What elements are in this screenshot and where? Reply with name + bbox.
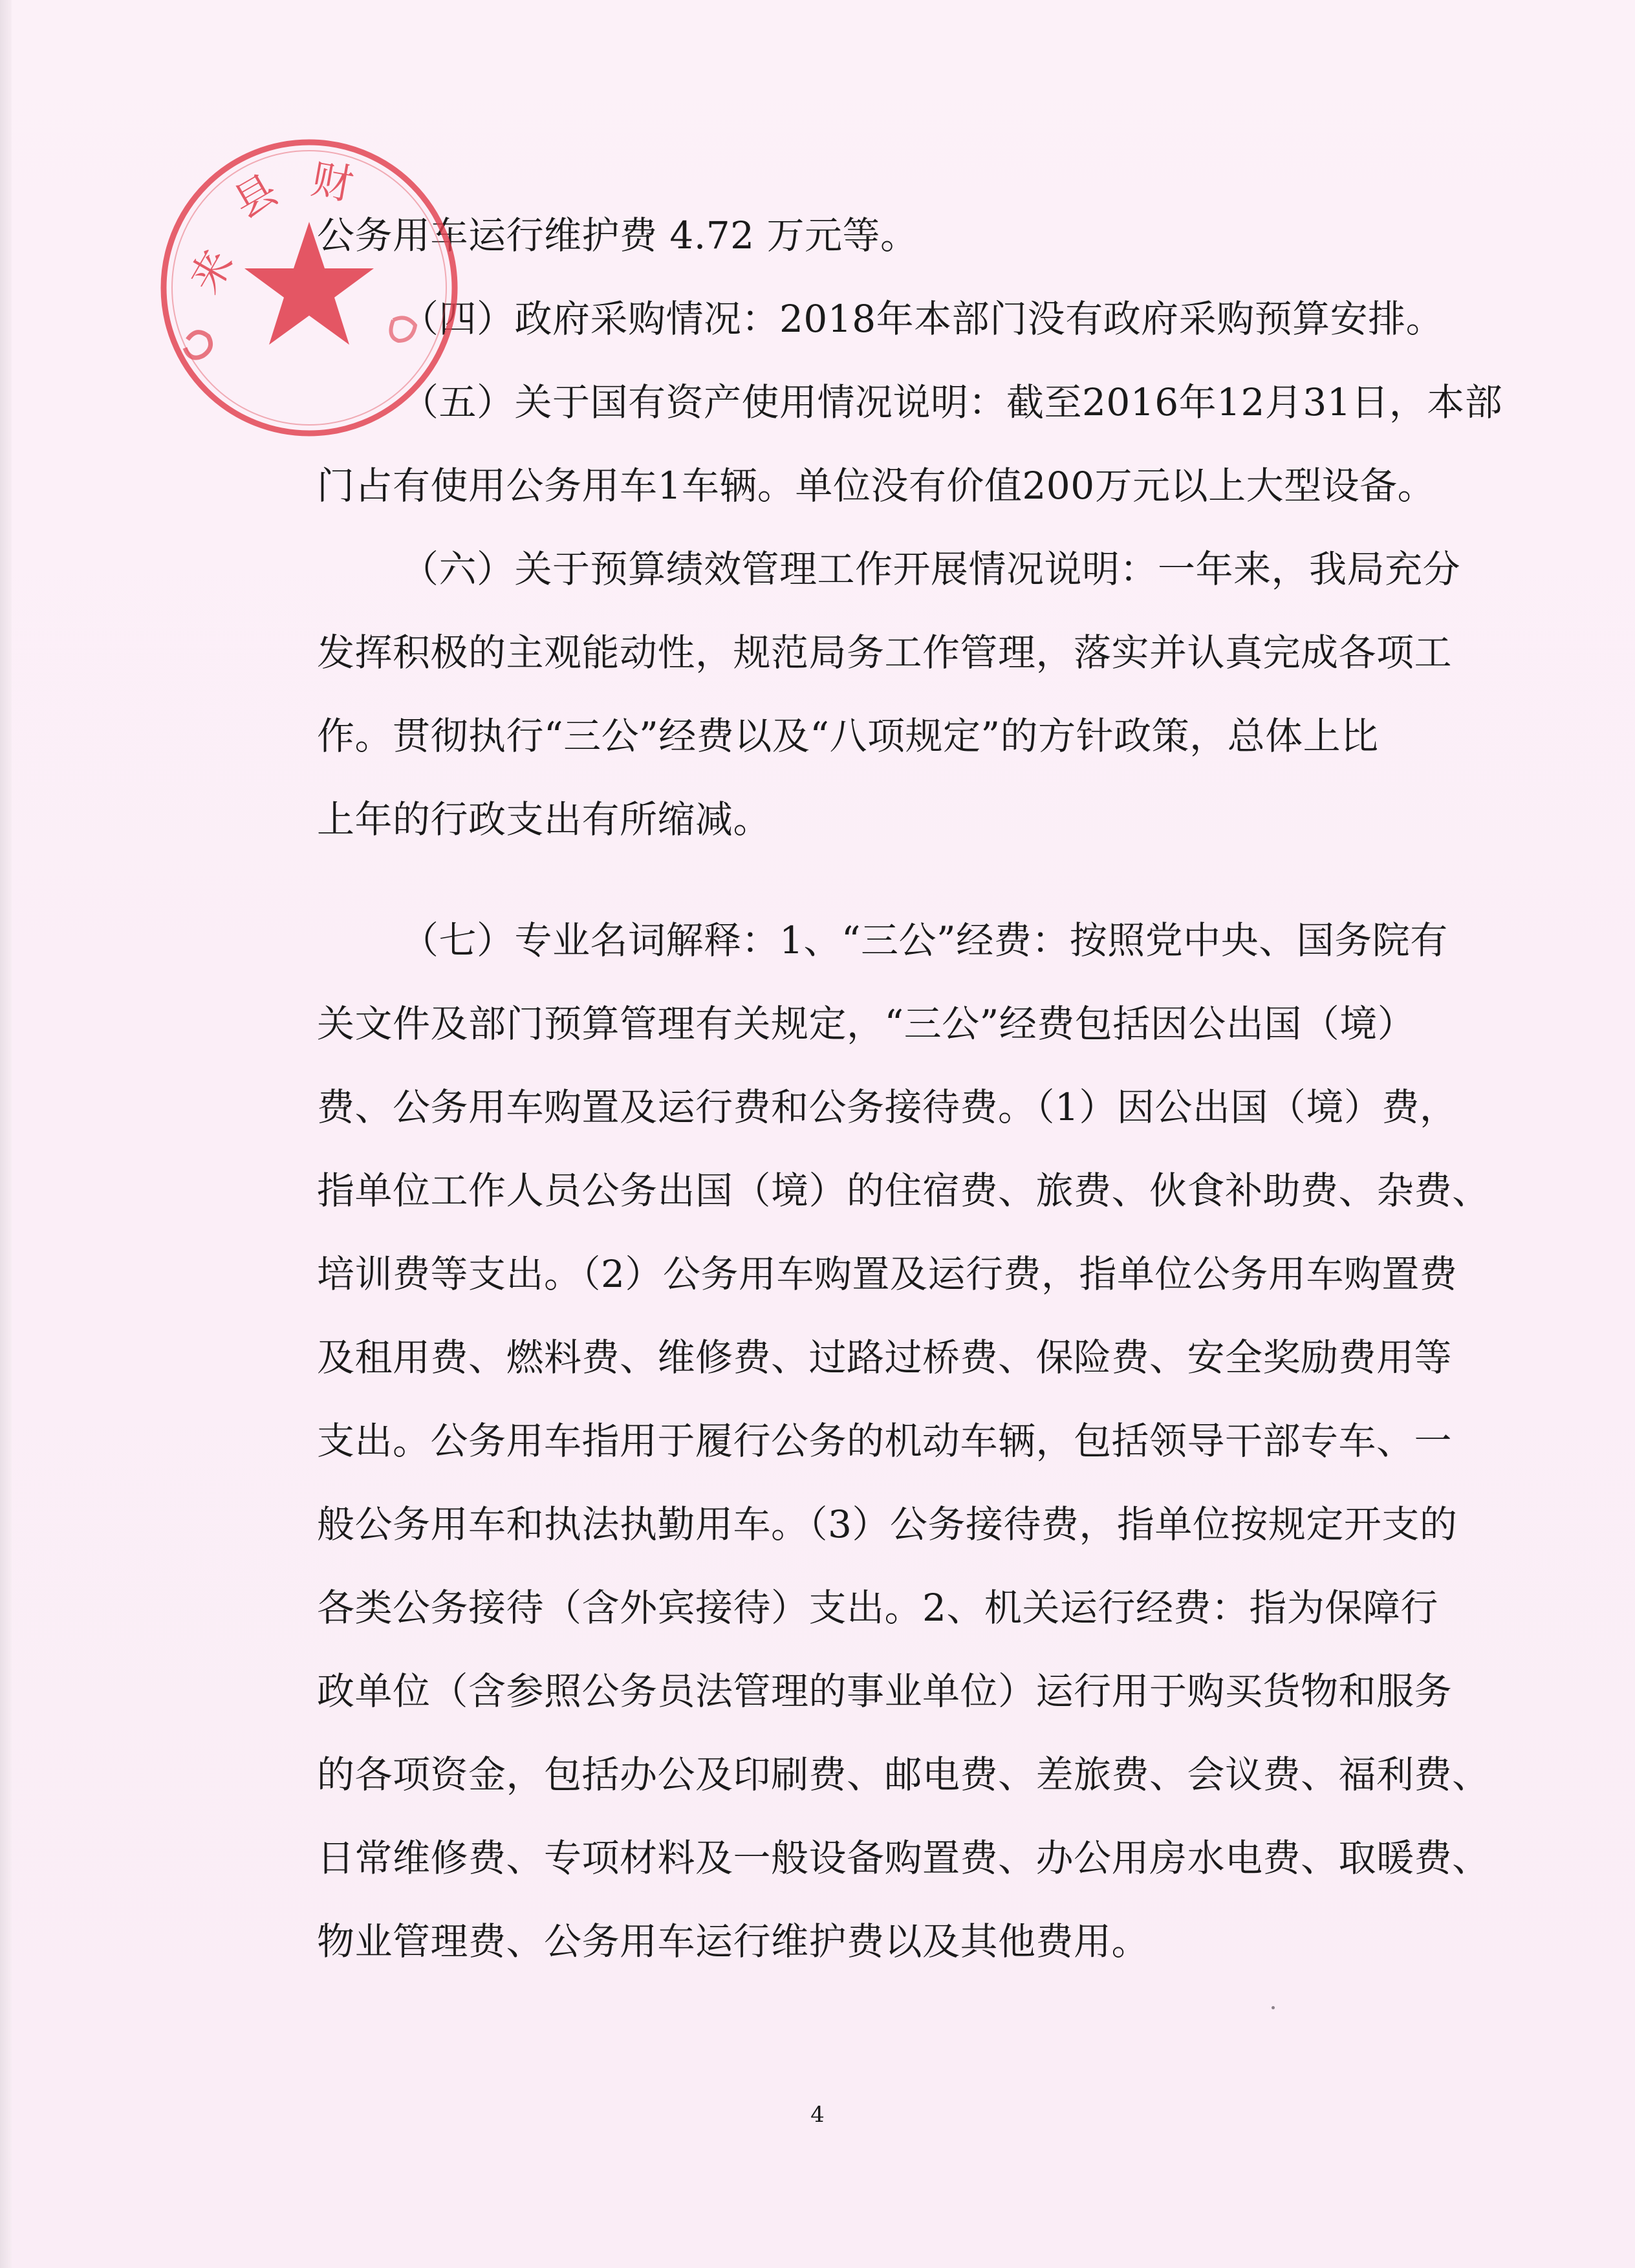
page-number: 4 bbox=[810, 2102, 825, 2128]
text-line: 门占有使用公务用车1车辆。单位没有价值200万元以上大型设备。 bbox=[317, 464, 1436, 508]
svg-text:来: 来 bbox=[180, 241, 243, 301]
text-line: 上年的行政支出有所缩减。 bbox=[317, 797, 772, 841]
text-line: 指单位工作人员公务出国（境）的住宿费、旅费、伙食补助费、杂费、 bbox=[317, 1169, 1490, 1213]
text-line: 般公务用车和执法执勤用车。（3）公务接待费，指单位按规定开支的 bbox=[317, 1502, 1458, 1546]
official-seal bbox=[147, 126, 471, 449]
text-line: 的各项资金，包括办公及印刷费、邮电费、差旅费、会议费、福利费、 bbox=[317, 1753, 1490, 1797]
star-icon bbox=[244, 222, 374, 345]
svg-text:县: 县 bbox=[226, 166, 286, 228]
text-line: 发挥积极的主观能动性，规范局务工作管理，落实并认真完成各项工 bbox=[317, 631, 1453, 675]
scan-speck bbox=[1272, 2006, 1275, 2009]
text-line: 费、公务用车购置及运行费和公务接待费。（1）因公出国（境）费， bbox=[317, 1085, 1458, 1129]
paragraph-performance: （六）关于预算绩效管理工作开展情况说明：一年来，我局充分 bbox=[401, 547, 1461, 591]
paragraph-terms: （七）专业名词解释：1、“三公”经费：按照党中央、国务院有 bbox=[401, 918, 1448, 962]
text-line: 作。贯彻执行“三公”经费以及“八项规定”的方针政策，总体上比 bbox=[317, 714, 1379, 758]
text-line: 支出。公务用车指用于履行公务的机动车辆，包括领导干部专车、一 bbox=[317, 1419, 1453, 1463]
text-line: 日常维修费、专项材料及一般设备购置费、办公用房水电费、取暖费、 bbox=[317, 1836, 1490, 1880]
text-line: 物业管理费、公务用车运行维护费以及其他费用。 bbox=[317, 1919, 1150, 1963]
svg-text:财: 财 bbox=[307, 155, 357, 210]
text-line: 培训费等支出。（2）公务用车购置及运行费，指单位公务用车购置费 bbox=[317, 1252, 1458, 1296]
text-line: 及租用费、燃料费、维修费、过路过桥费、保险费、安全奖励费用等 bbox=[317, 1335, 1453, 1379]
text-line: 各类公务接待（含外宾接待）支出。2、机关运行经费：指为保障行 bbox=[317, 1586, 1438, 1630]
text-line: 政单位（含参照公务员法管理的事业单位）运行用于购买货物和服务 bbox=[317, 1669, 1453, 1713]
text-line: 公务用车运行维护费 4.72 万元等。 bbox=[317, 213, 918, 257]
text-line: 关文件及部门预算管理有关规定，“三公”经费包括因公出国（境） bbox=[317, 1002, 1416, 1046]
paragraph-procurement: （四）政府采购情况：2018年本部门没有政府采购预算安排。 bbox=[401, 297, 1444, 341]
body-text bbox=[317, 194, 1503, 1983]
paragraph-assets: （五）关于国有资产使用情况说明：截至2016年12月31日，本部 bbox=[401, 380, 1503, 424]
scan-edge bbox=[0, 0, 12, 2268]
